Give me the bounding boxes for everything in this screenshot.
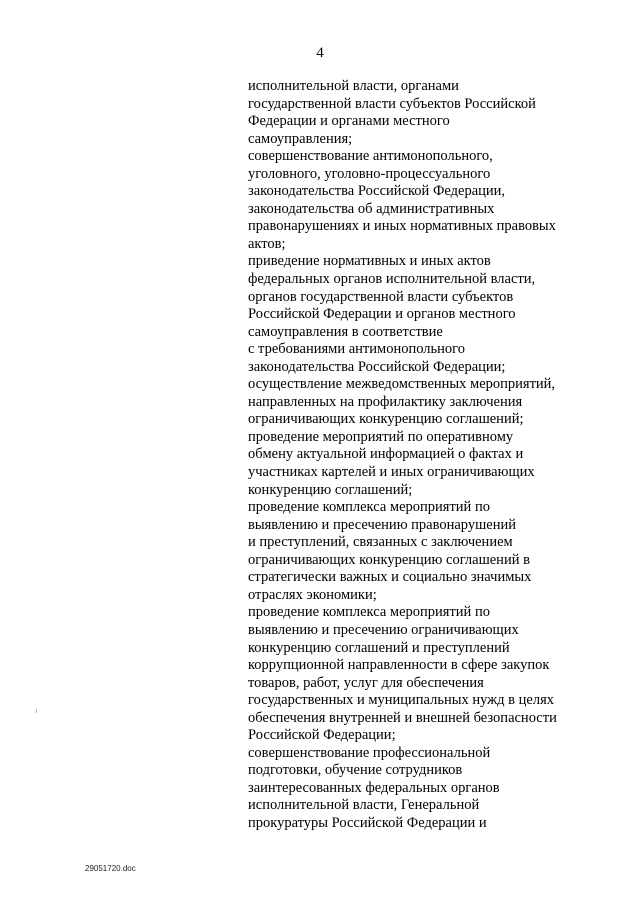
text-line: Российской Федерации; (248, 727, 396, 744)
text-line: правонарушениях и иных нормативных правовых (248, 218, 556, 235)
text-line: участниках картелей и иных ограничивающих (248, 464, 535, 481)
text-line: совершенствование антимонопольного, (248, 148, 493, 165)
text-line: законодательства Российской Федерации; (248, 358, 506, 375)
text-line: обеспечения внутренней и внешней безопасности (248, 709, 557, 726)
text-line: обмену актуальной информацией о фактах и (248, 446, 524, 463)
text-line: и преступлений, связанных с заключением (248, 534, 513, 551)
text-line: приведение нормативных и иных актов (248, 253, 491, 270)
text-line: с требованиями антимонопольного (248, 341, 465, 358)
text-line: исполнительной власти, Генеральной (248, 797, 480, 814)
text-line: государственных и муниципальных нужд в целях (248, 692, 555, 709)
text-line: товаров, работ, услуг для обеспечения (248, 674, 484, 691)
scan-margin-mark (36, 709, 37, 713)
text-line: подготовки, обучение сотрудников (248, 762, 463, 779)
text-line: совершенствование профессиональной (248, 744, 491, 761)
text-line: заинтересованных федеральных органов (248, 779, 500, 796)
text-line: федеральных органов исполнительной власти, (248, 271, 536, 288)
text-line: ограничивающих конкуренцию соглашений в (248, 551, 530, 568)
text-line: осуществление межведомственных мероприятий, (248, 376, 556, 393)
text-line: коррупционной направленности в сфере закупок (248, 657, 550, 674)
text-line: государственной власти субъектов Российской (248, 95, 536, 112)
text-line: отраслях экономики; (248, 586, 377, 603)
text-line: конкуренцию соглашений; (248, 481, 413, 498)
text-line: проведение комплекса мероприятий по (248, 499, 490, 516)
text-line: ограничивающих конкуренцию соглашений; (248, 411, 524, 428)
text-line: Федерации и органами местного (248, 113, 450, 130)
text-line: законодательства Российской Федерации, (248, 183, 506, 200)
text-line: исполнительной власти, органами (248, 78, 459, 94)
page-number: 4 (316, 45, 324, 61)
text-line: прокуратуры Российской Федерации и (248, 814, 487, 831)
text-line: проведение мероприятий по оперативному (248, 428, 514, 445)
text-line: органов государственной власти субъектов (248, 288, 514, 305)
text-line: направленных на профилактику заключения (248, 393, 523, 410)
text-line: самоуправления в соответствие (248, 323, 443, 340)
text-line: стратегически важных и социально значимых (248, 569, 532, 586)
text-line: самоуправления; (248, 130, 353, 147)
footer-filename: 29051720.doc (85, 864, 136, 873)
text-line: конкуренцию соглашений и преступлений (248, 639, 510, 656)
document-body-text (248, 78, 588, 833)
text-line: законодательства об административных (248, 200, 495, 217)
text-line: уголовного, уголовно-процессуального (248, 165, 491, 182)
text-line: актов; (248, 235, 286, 252)
text-line: выявлению и пресечению правонарушений (248, 516, 516, 533)
text-line: Российской Федерации и органов местного (248, 306, 516, 323)
text-line: проведение комплекса мероприятий по (248, 604, 490, 621)
text-line: выявлению и пресечению ограничивающих (248, 621, 519, 638)
